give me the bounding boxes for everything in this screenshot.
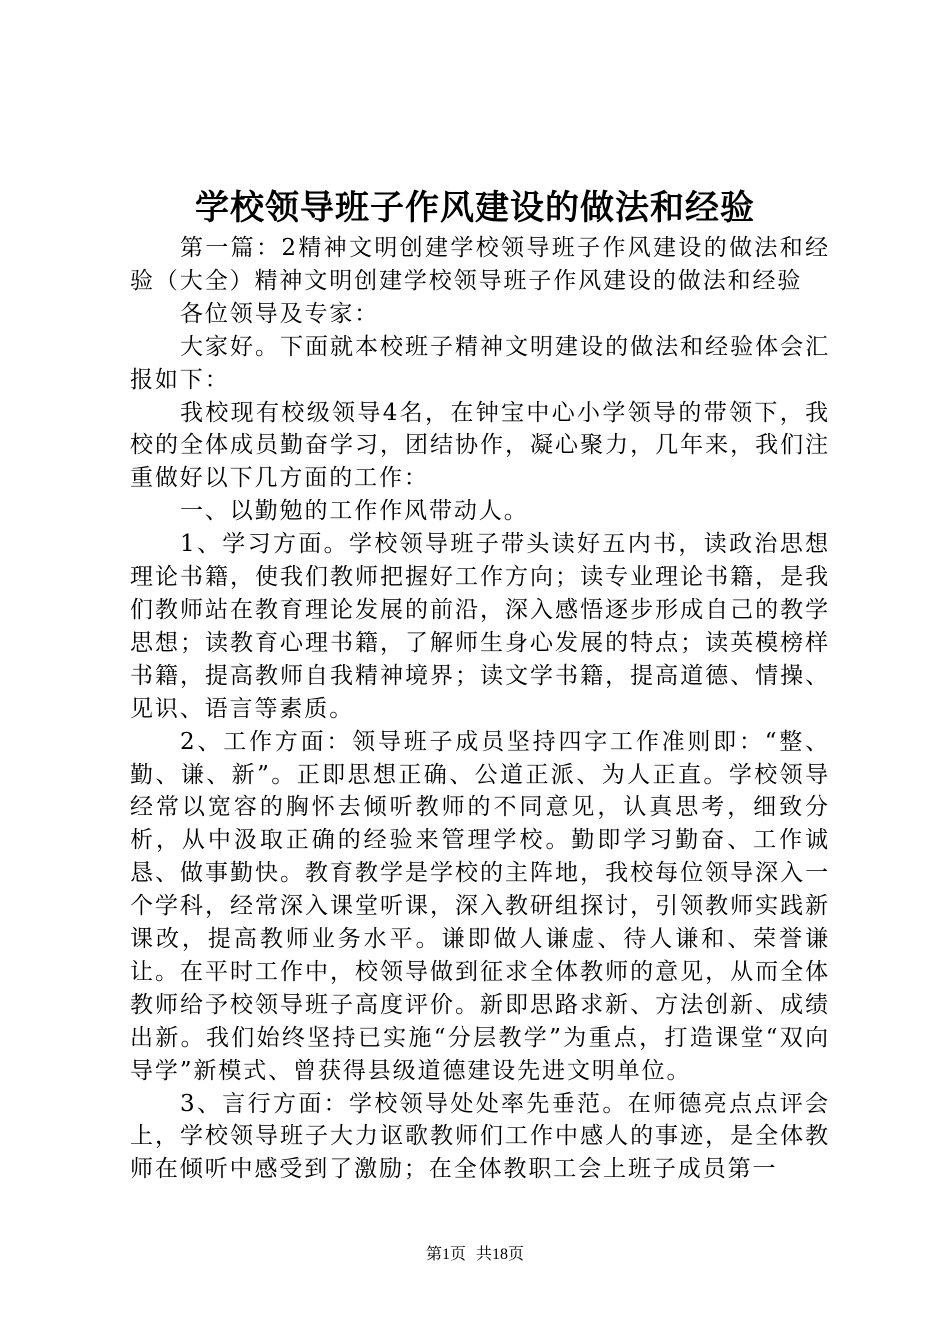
page-footer — [0, 1244, 950, 1266]
paragraph-conduct: 3、言行方面：学校领导处处率先垂范。在师德亮点点评会上，学校领导班子大力讴歌教师们工作中感人的事迹，是全体教师在倾听中感受到了激励；在全体教职工会上班子成员第一 — [130, 1090, 830, 1183]
paragraph-salutation: 各位领导及专家： — [180, 300, 380, 327]
paragraph-heading-intro: 第一篇：2精神文明创建学校领导班子作风建设的做法和经验（大全）精神文明创建学校领导班子作风建设的做法和经验 — [130, 235, 830, 294]
paragraph-section-one: 一、以勤勉的工作作风带动人。 — [180, 498, 529, 525]
page-total: 共18页 — [476, 1246, 525, 1263]
paragraph-work: 2、工作方面：领导班子成员坚持四字工作准则即：“整、勤、谦、新”。正即思想正确、公道正派、为人正直。学校领导经常以宽容的胸怀去倾听教师的不同意见，认真思考，细致分析，从中汲取正确的经验来管理学校。勤即学习勤奋、工作诚恳、做事勤快。教育教学是学校的主阵地，我校每位领导深入一个学科，经常深入课堂听课，深入教研组探讨，引领教师实践新课改，提高教师业务水平。谦即做人谦虚、待人谦和、荣誉谦让。在平时工作中，校领导做到征求全体教师的意见，从而全体教师给予校领导班子高度评价。新即思路求新、方法创新、成绩出新。我们始终坚持已实施“分层教学”为重点，打造课堂“双向导学”新模式、曾获得县级道德建设先进文明单位。 — [130, 728, 830, 1084]
paragraph-greeting: 大家好。下面就本校班子精神文明建设的做法和经验体会汇报如下： — [130, 333, 830, 393]
paragraph-overview: 我校现有校级领导4名，在钟宝中心小学领导的带领下，我校的全体成员勤奋学习，团结协作，凝心聚力，几年来，我们注重做好以下几方面的工作： — [130, 399, 830, 492]
document-title: 学校领导班子作风建设的做法和经验 — [195, 188, 755, 228]
document-body — [130, 232, 830, 1186]
page-number: 第1页 — [425, 1246, 466, 1263]
paragraph-study: 1、学习方面。学校领导班子带头读好五内书，读政治思想理论书籍，使我们教师把握好工作方向；读专业理论书籍，是我们教师站在教育理论发展的前沿，深入感悟逐步形成自己的教学思想；读教育心理书籍，了解师生身心发展的特点；读英模榜样书籍，提高教师自我精神境界；读文学书籍，提高道德、情操、见识、语言等素质。 — [130, 531, 830, 722]
